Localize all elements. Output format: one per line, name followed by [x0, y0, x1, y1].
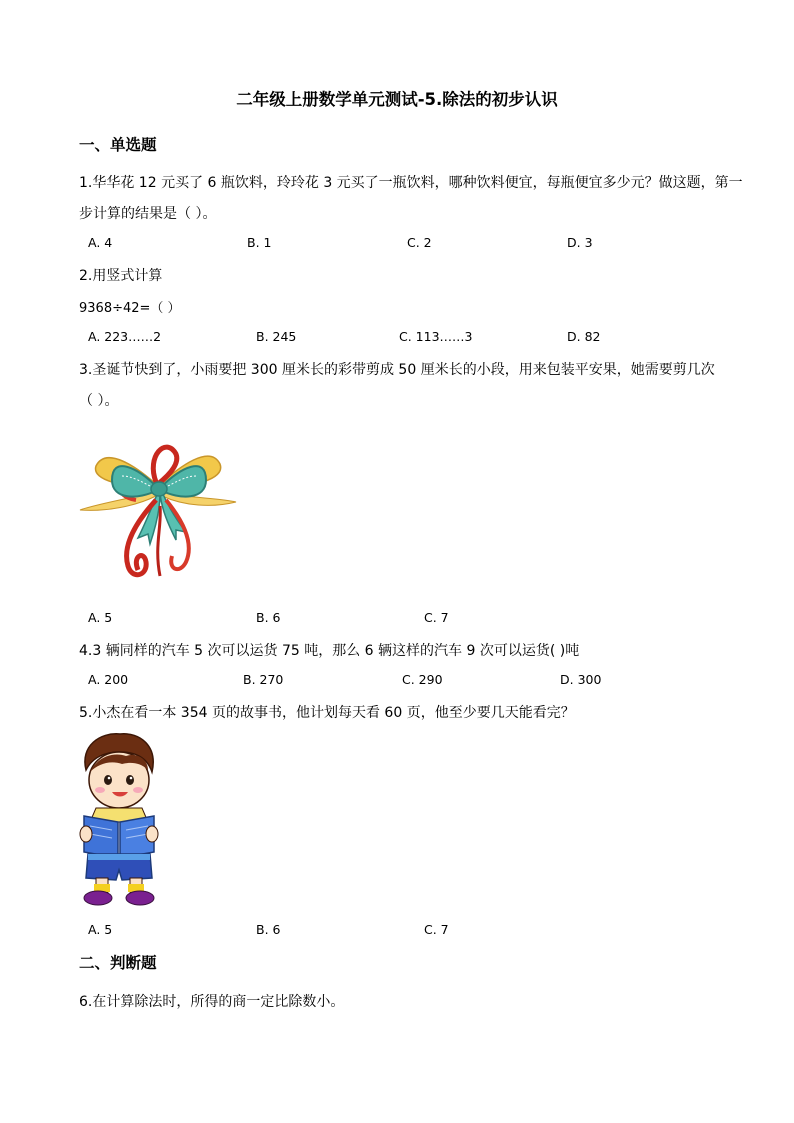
- question-5-option-c[interactable]: C. 7: [424, 922, 449, 937]
- question-5-line-1: 5.小杰在看一本 354 页的故事书，他计划每天看 60 页，他至少要几天能看完？: [79, 705, 575, 721]
- question-2-option-a[interactable]: A. 223……2: [88, 329, 162, 344]
- question-5-option-a[interactable]: A. 5: [88, 922, 113, 937]
- question-5-option-b[interactable]: B. 6: [256, 922, 281, 937]
- question-3-option-b[interactable]: B. 6: [256, 610, 281, 625]
- question-3-option-a[interactable]: A. 5: [88, 610, 113, 625]
- section-heading-single-choice: 一、单选题: [79, 136, 157, 154]
- question-4-option-b[interactable]: B. 270: [243, 672, 284, 687]
- question-2-line-2: 9368÷42=（ ）: [79, 301, 181, 316]
- question-1-option-b[interactable]: B. 1: [247, 235, 272, 250]
- question-1-option-c[interactable]: C. 2: [407, 235, 432, 250]
- question-1-line-1: 1.华华花 12 元买了 6 瓶饮料，玲玲花 3 元买了一瓶饮料，哪种饮料便宜，每瓶便宜多少元？做这题，第一: [79, 175, 743, 191]
- question-6-line-1: 6.在计算除法时，所得的商一定比除数小。: [79, 994, 345, 1010]
- section-heading-true-false: 二、判断题: [79, 954, 157, 972]
- question-4-option-d[interactable]: D. 300: [560, 672, 602, 687]
- question-2-option-c[interactable]: C. 113……3: [399, 329, 473, 344]
- question-3-line-2: （ ）。: [79, 393, 119, 409]
- question-1-option-a[interactable]: A. 4: [88, 235, 113, 250]
- document-title: 二年级上册数学单元测试-5.除法的初步认识: [236, 90, 558, 109]
- question-2-option-b[interactable]: B. 245: [256, 329, 297, 344]
- ribbon-bow-image: [76, 426, 240, 588]
- boy-reading-book-image: [78, 730, 160, 908]
- question-1-option-d[interactable]: D. 3: [567, 235, 593, 250]
- question-3-line-1: 3.圣诞节快到了，小雨要把 300 厘米长的彩带剪成 50 厘米长的小段，用来包装平安果，她需要剪几次: [79, 362, 715, 378]
- question-4-option-a[interactable]: A. 200: [88, 672, 129, 687]
- question-2-option-d[interactable]: D. 82: [567, 329, 601, 344]
- question-2-line-1: 2.用竖式计算: [79, 268, 163, 284]
- question-4-option-c[interactable]: C. 290: [402, 672, 443, 687]
- question-4-line-1: 4.3 辆同样的汽车 5 次可以运货 75 吨，那么 6 辆这样的汽车 9 次可以运货( )吨: [79, 643, 580, 659]
- question-1-line-2: 步计算的结果是（ ）。: [79, 206, 217, 222]
- question-3-option-c[interactable]: C. 7: [424, 610, 449, 625]
